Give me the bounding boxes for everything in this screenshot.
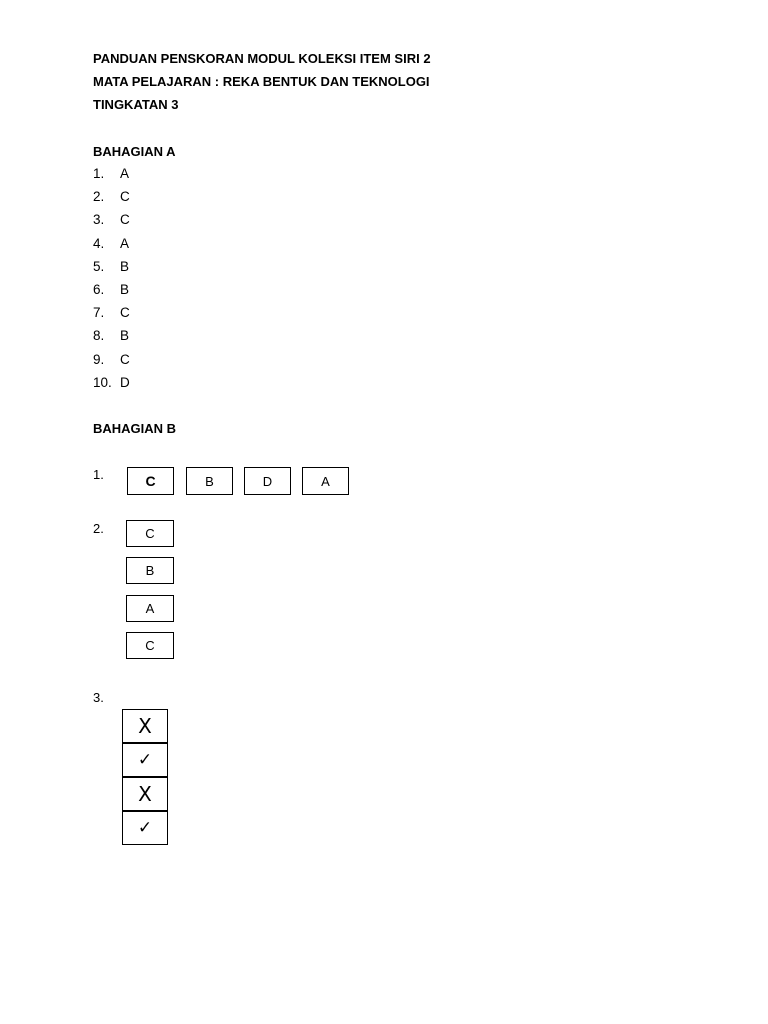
answer-value: C <box>120 351 130 367</box>
answer-value: D <box>120 374 130 390</box>
q1-answer-box: D <box>244 467 291 495</box>
answer-number: 5. <box>93 258 105 274</box>
answer-value: C <box>120 212 130 228</box>
answer-value: B <box>120 328 130 344</box>
check-mark-box: ✓ <box>122 811 168 845</box>
q2-answer-box: C <box>126 632 174 659</box>
section-b-title: BAHAGIAN B <box>93 421 177 436</box>
q2-answer-box: C <box>126 520 174 547</box>
answer-number: 4. <box>93 235 105 251</box>
q1-answer-box: C <box>127 467 174 495</box>
form-level: TINGKATAN 3 <box>93 97 179 112</box>
answer-value: B <box>120 281 130 297</box>
q2-answer-box: B <box>126 557 174 584</box>
document-title: PANDUAN PENSKORAN MODUL KOLEKSI ITEM SIRI 2 <box>93 51 431 66</box>
answer-number: 7. <box>93 305 105 321</box>
cross-mark-box: X <box>122 709 168 743</box>
answer-number: 9. <box>93 351 105 367</box>
section-a-title: BAHAGIAN A <box>93 144 176 159</box>
answer-value: A <box>120 166 130 181</box>
cross-mark-box: X <box>122 777 168 811</box>
answer-number: 3. <box>93 212 105 228</box>
answer-value: C <box>120 305 130 321</box>
check-mark-box: ✓ <box>122 743 168 777</box>
answer-number: 2. <box>93 189 105 205</box>
answer-number: 8. <box>93 328 105 344</box>
answer-value: C <box>120 189 130 205</box>
question-1-number: 1. <box>93 467 104 482</box>
answer-number: 1. <box>93 166 105 181</box>
answer-number: 6. <box>93 281 105 297</box>
answer-number: 10. <box>93 374 112 390</box>
question-3-number: 3. <box>93 690 104 705</box>
q2-answer-box: A <box>126 595 174 622</box>
answer-value: A <box>120 235 130 251</box>
q1-answer-box: A <box>302 467 349 495</box>
question-2-number: 2. <box>93 521 104 536</box>
subject-line: MATA PELAJARAN : REKA BENTUK DAN TEKNOLOGI <box>93 74 430 89</box>
answer-value: B <box>120 258 130 274</box>
q1-answer-box: B <box>186 467 233 495</box>
